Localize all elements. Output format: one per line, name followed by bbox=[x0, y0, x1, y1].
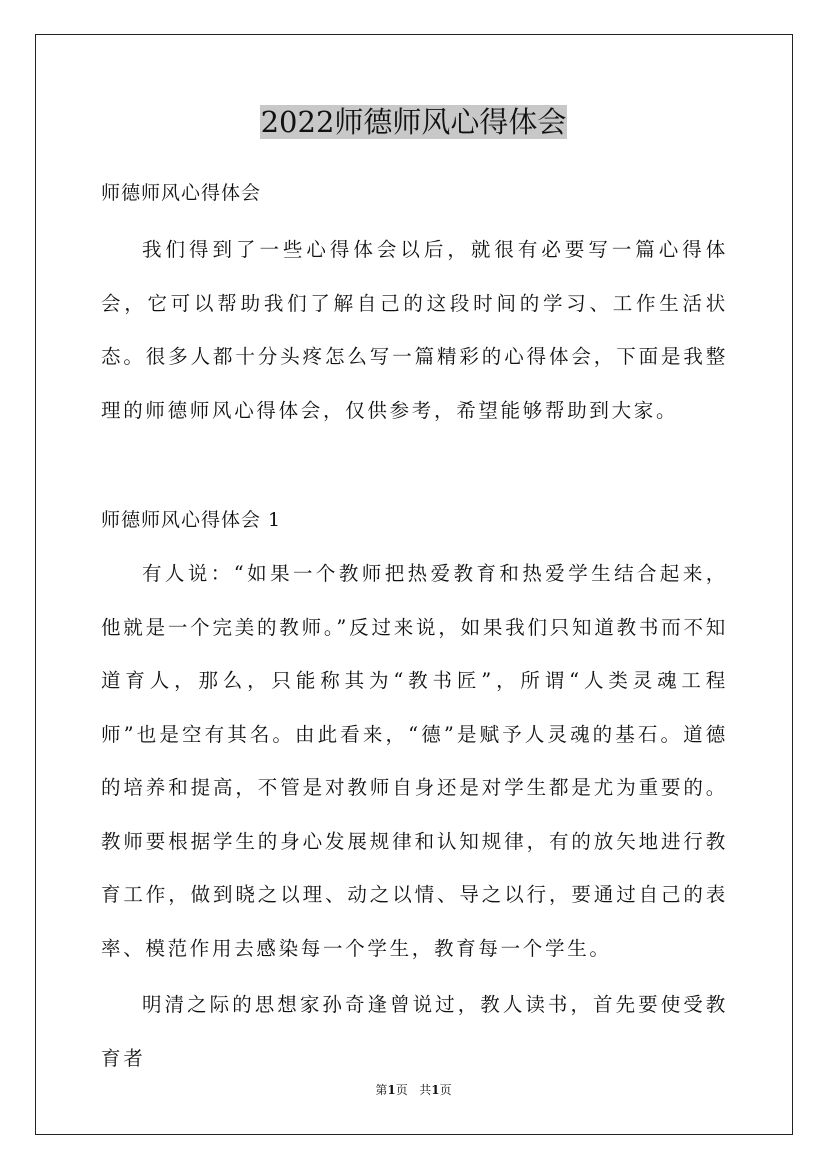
footer-page-suffix: 页 bbox=[395, 1083, 408, 1097]
document-title-text: 2022师德师风心得体会 bbox=[260, 105, 567, 139]
subheading-main: 师德师风心得体会 bbox=[101, 182, 262, 204]
document-title bbox=[0, 102, 827, 142]
paragraph-intro: 我们得到了一些心得体会以后，就很有必要写一篇心得体会，它可以帮助我们了解自己的这段时间的学习、工作生活状态。很多人都十分头疼怎么写一篇精彩的心得体会，下面是我整理的师德师风心得体会，仅供参考，希望能够帮助到大家。 bbox=[101, 238, 728, 422]
page-footer bbox=[0, 1082, 827, 1098]
paragraph-section-1-continued: 明清之际的思想家孙奇逢曾说过，教人读书，首先要使受教育者 bbox=[101, 993, 728, 1070]
footer-total-prefix: 共 bbox=[419, 1083, 432, 1097]
paragraph-section-1: 有人说：“如果一个教师把热爱教育和热爱学生结合起来，他就是一个完美的教师。”反过来说，如果我们只知道教书而不知道育人，那么，只能称其为“教书匠”，所谓“人类灵魂工程师”也是空有其名。由此看来，“德”是赋予人灵魂的基石。道德的培养和提高，不管是对教师自身还是对学生都是尤为重要的。教师要根据学生的身心发展规律和认知规律，有的放矢地进行教育工作，做到晓之以理、动之以情、导之以行，要通过自己的表率、模范作用去感染每一个学生，教育每一个学生。 bbox=[101, 562, 728, 960]
subheading-section-1: 师德师风心得体会 1 bbox=[101, 509, 282, 531]
footer-total-suffix: 页 bbox=[439, 1083, 452, 1097]
footer-page-current: 1 bbox=[387, 1083, 396, 1097]
footer-page-prefix: 第 bbox=[375, 1083, 388, 1097]
footer-page-total: 1 bbox=[431, 1083, 440, 1097]
